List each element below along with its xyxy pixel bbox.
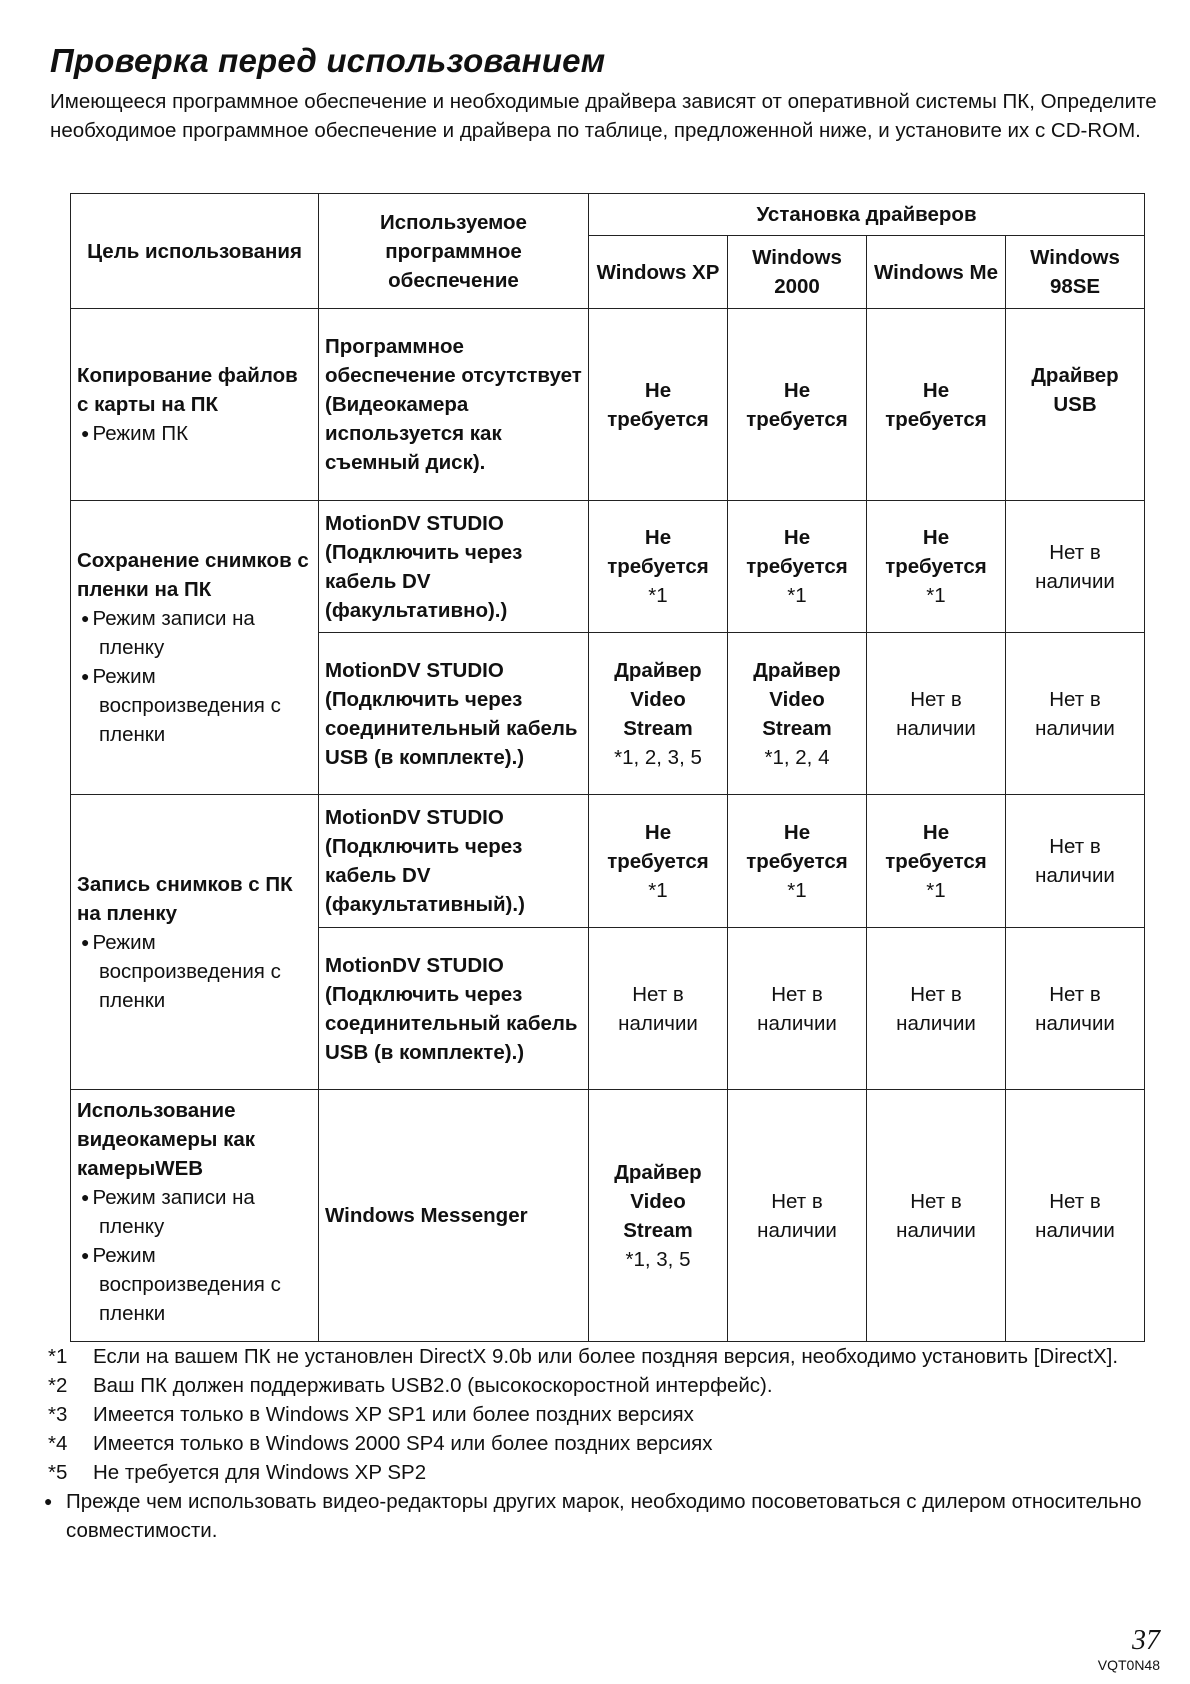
purpose-cell [71,501,319,795]
driver-cell: Не требуется [728,309,867,501]
bullet-icon: ● [81,668,90,684]
purpose-bullet: ● Режим ПК [81,422,189,445]
doc-code: VQT0N48 [1097,1657,1160,1673]
header-drivers: Установка драйверов [589,194,1145,236]
software-cell: Программное обеспечение отсутствует (Видеокамера используется как съемный диск). [319,309,589,501]
driver-cell: Не требуется [589,309,728,501]
driver-cell: Нет в наличии [867,928,1006,1090]
footnote: *3 Имеется только в Windows XP SP1 или более поздних версиях [48,1403,694,1426]
header-os-me: Windows Me [867,236,1006,309]
driver-cell: Не требуется *1 [728,501,867,633]
driver-cell: Нет в наличии [589,928,728,1090]
purpose-bullet: ● Режим воспроизведения с пленки [81,930,281,1012]
purpose-bullet: ● Режим записи на пленку [81,607,255,659]
compatibility-note: ● Прежде чем использовать видео-редакторы других марок, необходимо посоветоваться с дилером относительно совместимости. [44,1487,1164,1545]
intro-paragraph: Имеющееся программное обеспечение и необходимые драйвера зависят от оперативной системы ПК, Определите необходимое программное обеспечение и драйвера по таблице, предложенной ниже, и установите их с CD-ROM. [50,90,1157,142]
bullet-icon: ● [81,610,90,626]
software-cell: MotionDV STUDIO (Подключить через кабель DV (факультативно).) [319,501,589,633]
driver-cell: Не требуется *1 [867,501,1006,633]
bullet-icon: ● [44,1493,53,1509]
footnote: *4 Имеется только в Windows 2000 SP4 или более поздних версиях [48,1432,713,1455]
driver-cell: Не требуется *1 [728,795,867,928]
driver-cell: Драйвер Video Stream *1, 2, 3, 5 [589,633,728,795]
driver-cell: Не требуется *1 [589,501,728,633]
driver-cell: Не требуется [867,309,1006,501]
table-row [71,501,1145,633]
table-row [71,795,1145,928]
purpose-bullet: ● Режим воспроизведения с пленки [81,1244,281,1325]
purpose-bullet: ● Режим воспроизведения с пленки [81,665,281,746]
purpose-cell [71,795,319,1090]
bullet-icon: ● [81,1189,90,1205]
bullet-icon: ● [81,1247,90,1263]
software-cell: MotionDV STUDIO (Подключить через кабель DV (факультативный).) [319,795,589,928]
software-cell: Windows Messenger [319,1090,589,1342]
purpose-heading: Копирование файлов с карты на ПК [77,364,298,416]
driver-cell: Драйвер Video Stream *1, 2, 4 [728,633,867,795]
driver-cell: Нет в наличии [1006,928,1145,1090]
driver-cell: Драйвер Video Stream *1, 3, 5 [589,1090,728,1342]
driver-cell: Нет в наличии [867,1090,1006,1342]
purpose-cell [71,309,319,501]
driver-table [70,193,1145,1342]
driver-cell: Нет в наличии [728,928,867,1090]
page-number: 37 [1132,1625,1160,1656]
driver-cell: Нет в наличии [1006,501,1145,633]
driver-cell: Драйвер USB [1006,309,1145,501]
purpose-cell [71,1090,319,1342]
purpose-bullet: ● Режим записи на пленку [81,1186,255,1238]
header-purpose: Цель использования [71,194,319,309]
driver-cell: Нет в наличии [867,633,1006,795]
table-row [71,309,1145,501]
purpose-heading: Запись снимков с ПК на пленку [77,872,293,925]
driver-cell: Нет в наличии [1006,795,1145,928]
footnote: *5 Не требуется для Windows XP SP2 [48,1461,427,1484]
driver-cell: Нет в наличии [728,1090,867,1342]
purpose-heading: Сохранение снимков с пленки на ПК [77,549,309,601]
driver-cell: Не требуется *1 [589,795,728,928]
driver-cell: Не требуется *1 [867,795,1006,928]
software-cell: MotionDV STUDIO (Подключить через соединительный кабель USB (в комплекте).) [319,928,589,1090]
header-os-2000: Windows 2000 [728,236,867,309]
software-cell: MotionDV STUDIO (Подключить через соединительный кабель USB (в комплекте).) [319,633,589,795]
header-software: Используемое программное обеспечение [319,194,589,309]
footnote: *1 Если на вашем ПК не установлен DirectX 9.0b или более поздняя версия, необходимо установить [DirectX]. [48,1345,1119,1368]
header-os-xp: Windows XP [589,236,728,309]
table-row [71,1090,1145,1342]
header-os-98se: Windows 98SE [1006,236,1145,309]
bullet-icon: ● [81,933,90,950]
bullet-icon: ● [81,425,90,441]
page-title: Проверка перед использованием [50,42,606,79]
footnotes [44,1342,1164,1545]
driver-cell: Нет в наличии [1006,1090,1145,1342]
purpose-heading: Использование видеокамеры как камерыWEB [77,1099,256,1180]
driver-cell: Нет в наличии [1006,633,1145,795]
footnote: *2 Ваш ПК должен поддерживать USB2.0 (высокоскоростной интерфейс). [48,1374,773,1397]
